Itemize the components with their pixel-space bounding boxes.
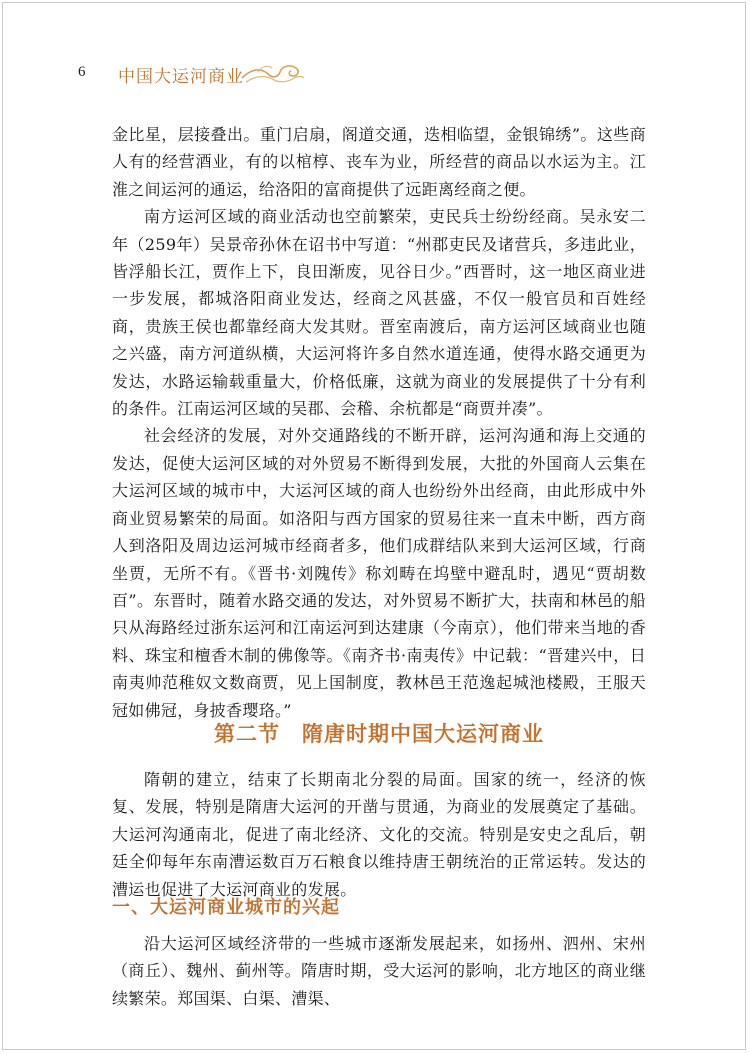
subsection-title: 一、大运河商业城市的兴起 xyxy=(112,897,340,918)
running-title: 中国大运河商业 xyxy=(118,67,244,87)
main-text xyxy=(112,121,646,724)
section-title: 第二节 隋唐时期中国大运河商业 xyxy=(214,722,544,746)
page-header xyxy=(78,60,678,90)
wave-ornament-icon xyxy=(238,60,308,86)
paragraph: 沿大运河区域经济带的一些城市逐渐发展起来，如扬州、泗州、宋州（商丘）、魏州、蓟州等。隋唐时期，受大运河的影响，北方地区的商业继续繁荣。郑国渠、白渠、漕渠、 xyxy=(112,934,646,1008)
page-number: 6 xyxy=(78,64,86,80)
section-body xyxy=(112,766,646,903)
paragraph: 社会经济的发展，对外交通路线的不断开辟，运河沟通和海上交通的发达，促使大运河区域的对外贸易不断得到发展，大批的外国商人云集在大运河区域的城市中，大运河区域的商人也纷纷外出经商，由此形成中外商业贸易繁荣的局面。如洛阳与西方国家的贸易往来一直未中断，西方商人到洛阳及周边运河城市经商者多，他们成群结队来到大运河区域，行商坐贾，无所不有。《晋书·刘隗传》称刘畴在坞壁中避乱时，遇见“贾胡数百”。东晋时，随着水路交通的发达，对外贸易不断扩大，扶南和林邑的船只从海路经过浙东运河和江南运河到达建康（今南京），他们带来当地的香料、珠宝和檀香木制的佛像等。《南齐书·南夷传》中记载：“晋建兴中，日南夷帅范稚奴文数商贾，见上国制度，教林邑王范逸起城池楼殿，王服天冠如佛冠，身披香璎珞。” xyxy=(112,426,646,720)
paragraph-continued: 金比星，层接叠出。重门启扇，阁道交通，迭相临望，金银锦绣”。这些商人有的经营酒业，有的以棺椁、丧车为业，所经营的商品以水运为主。江淮之间运河的通运，给洛阳的富商提供了远距离经商之便。 xyxy=(112,125,646,199)
paragraph: 隋朝的建立，结束了长期南北分裂的局面。国家的统一，经济的恢复、发展，特别是隋唐大运河的开凿与贯通，为商业的发展奠定了基础。大运河沟通南北，促进了南北经济、文化的交流。特别是安史之乱后，朝廷全仰每年东南漕运数百万石粮食以维持唐王朝统治的正常运转。发达的漕运也促进了大运河商业的发展。 xyxy=(112,770,646,899)
subsection-body xyxy=(112,930,646,1012)
paragraph: 南方运河区域的商业活动也空前繁荣，吏民兵士纷纷经商。吴永安二年（259年）吴景帝孙休在诏书中写道：“州郡吏民及诸营兵，多违此业，皆浮船长江，贾作上下，良田渐废，见谷日少。”西晋时，这一地区商业进一步发展，都城洛阳商业发达，经商之风甚盛，不仅一般官员和百姓经商，贵族王侯也都靠经商大发其财。晋室南渡后，南方运河区域商业也随之兴盛，南方河道纵横，大运河将许多自然水道连通，使得水路交通更为发达，水路运输载重量大，价格低廉，这就为商业的发展提供了十分有利的条件。江南运河区域的吴郡、会稽、余杭都是“商贾并凑”。 xyxy=(112,207,646,419)
